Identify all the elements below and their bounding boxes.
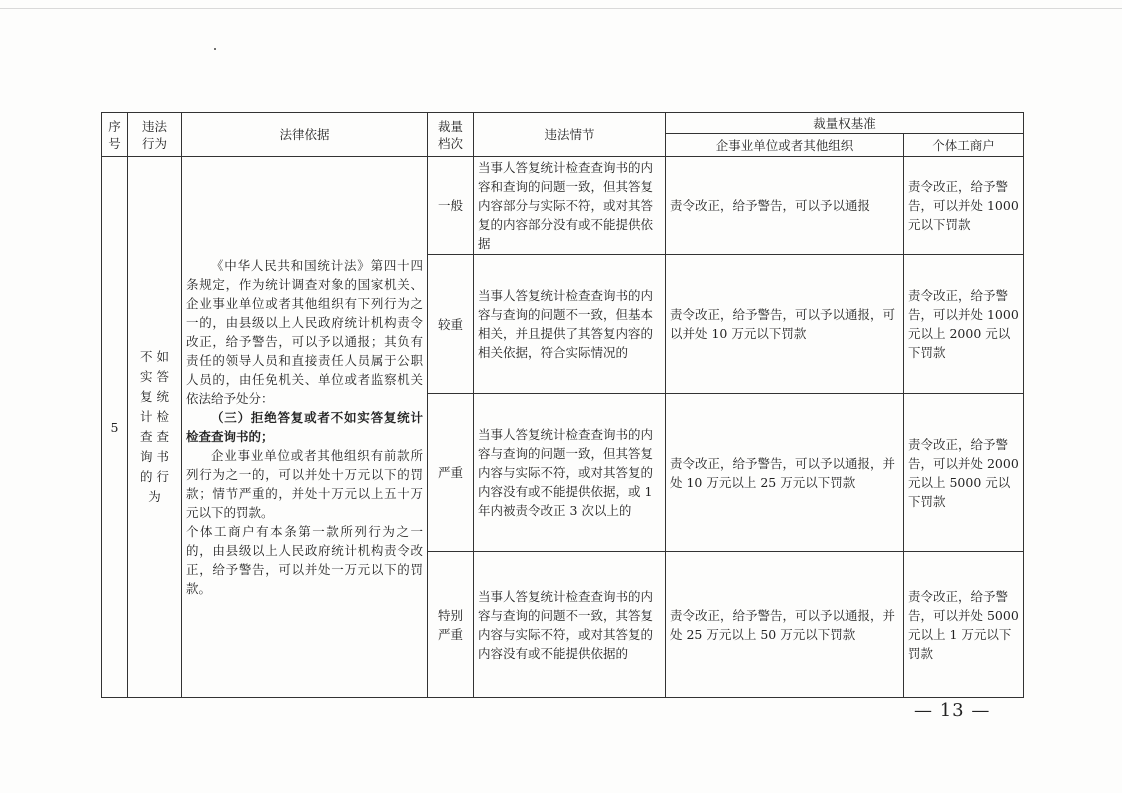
level-circumstance: 当事人答复统计检查查询书的内容与查询的问题不一致，其答复内容与实际不符，或对其答复的内容没有或不能提供依据的 — [474, 552, 666, 698]
header-level: 裁量 档次 — [428, 113, 474, 157]
legal-basis-para-1: 《中华人民共和国统计法》第四十四条规定，作为统计调查对象的国家机关、企业事业单位或者其他组织有下列行为之一的，由县级以上人民政府统计机构责令改正，给予警告，可以予以通报；其负有责任的领导人员和直接责任人员属于公职人员的，由任免机关、单位或者监察机关依法给予处分： — [186, 258, 423, 406]
level-enterprise-penalty: 责令改正，给予警告，可以予以通报，可以并处 10 万元以下罚款 — [666, 255, 904, 394]
level-enterprise-penalty: 责令改正，给予警告，可以予以通报，并处 25 万元以上 50 万元以下罚款 — [666, 552, 904, 698]
level-individual-penalty: 责令改正，给予警告，可以并处 1000 元以下罚款 — [904, 157, 1024, 255]
level-name: 一般 — [428, 157, 474, 255]
legal-basis-para-4: 个体工商户有本条第一款所列行为之一的，由县级以上人民政府统计机构责令改正，给予警告，可以并处一万元以下的罚款。 — [186, 524, 423, 596]
penalty-benchmark-table — [101, 112, 1024, 698]
header-seq: 序 号 — [102, 113, 128, 157]
level-name: 特别 严重 — [428, 552, 474, 698]
header-circumstance: 违法情节 — [474, 113, 666, 157]
header-legal-basis: 法律依据 — [182, 113, 428, 157]
header-individual: 个体工商户 — [904, 134, 1024, 157]
level-circumstance: 当事人答复统计检查查询书的内容与查询的问题一致，但其答复内容与实际不符，或对其答复的内容没有或不能提供依据，或 1 年内被责令改正 3 次以上的 — [474, 394, 666, 552]
level-enterprise-penalty: 责令改正，给予警告，可以予以通报，并处 10 万元以上 25 万元以下罚款 — [666, 394, 904, 552]
level-individual-penalty: 责令改正，给予警告，可以并处 5000 元以上 1 万元以下罚款 — [904, 552, 1024, 698]
level-individual-penalty: 责令改正，给予警告，可以并处 1000 元以上 2000 元以下罚款 — [904, 255, 1024, 394]
header-enterprise: 企事业单位或者其他组织 — [666, 134, 904, 157]
row-violation: 不 如 实 答 复 统 计 检 查 查 询 书 的 行 为 — [128, 157, 182, 698]
legal-basis-para-3: 企业事业单位或者其他组织有前款所列行为之一的，可以并处十万元以下的罚款；情节严重的，并处十万元以上五十万元以下的罚款。 — [186, 448, 423, 520]
header-violation: 违法 行为 — [128, 113, 182, 157]
scan-speck — [214, 48, 216, 50]
header-benchmark: 裁量权基准 — [666, 113, 1024, 134]
legal-basis-text — [182, 157, 428, 698]
legal-basis-para-2: （三）拒绝答复或者不如实答复统计检查查询书的； — [186, 410, 423, 444]
level-name: 较重 — [428, 255, 474, 394]
page-number: — 13 — — [914, 700, 991, 721]
level-enterprise-penalty: 责令改正，给予警告，可以予以通报 — [666, 157, 904, 255]
row-seq: 5 — [102, 157, 128, 698]
level-circumstance: 当事人答复统计检查查询书的内容和查询的问题一致，但其答复内容部分与实际不符，或对其答复的内容部分没有或不能提供依据 — [474, 157, 666, 255]
scan-edge-line — [0, 8, 1122, 9]
level-circumstance: 当事人答复统计检查查询书的内容与查询的问题不一致，但基本相关，并且提供了其答复内容的相关依据，符合实际情况的 — [474, 255, 666, 394]
level-individual-penalty: 责令改正，给予警告，可以并处 2000 元以上 5000 元以下罚款 — [904, 394, 1024, 552]
level-name: 严重 — [428, 394, 474, 552]
